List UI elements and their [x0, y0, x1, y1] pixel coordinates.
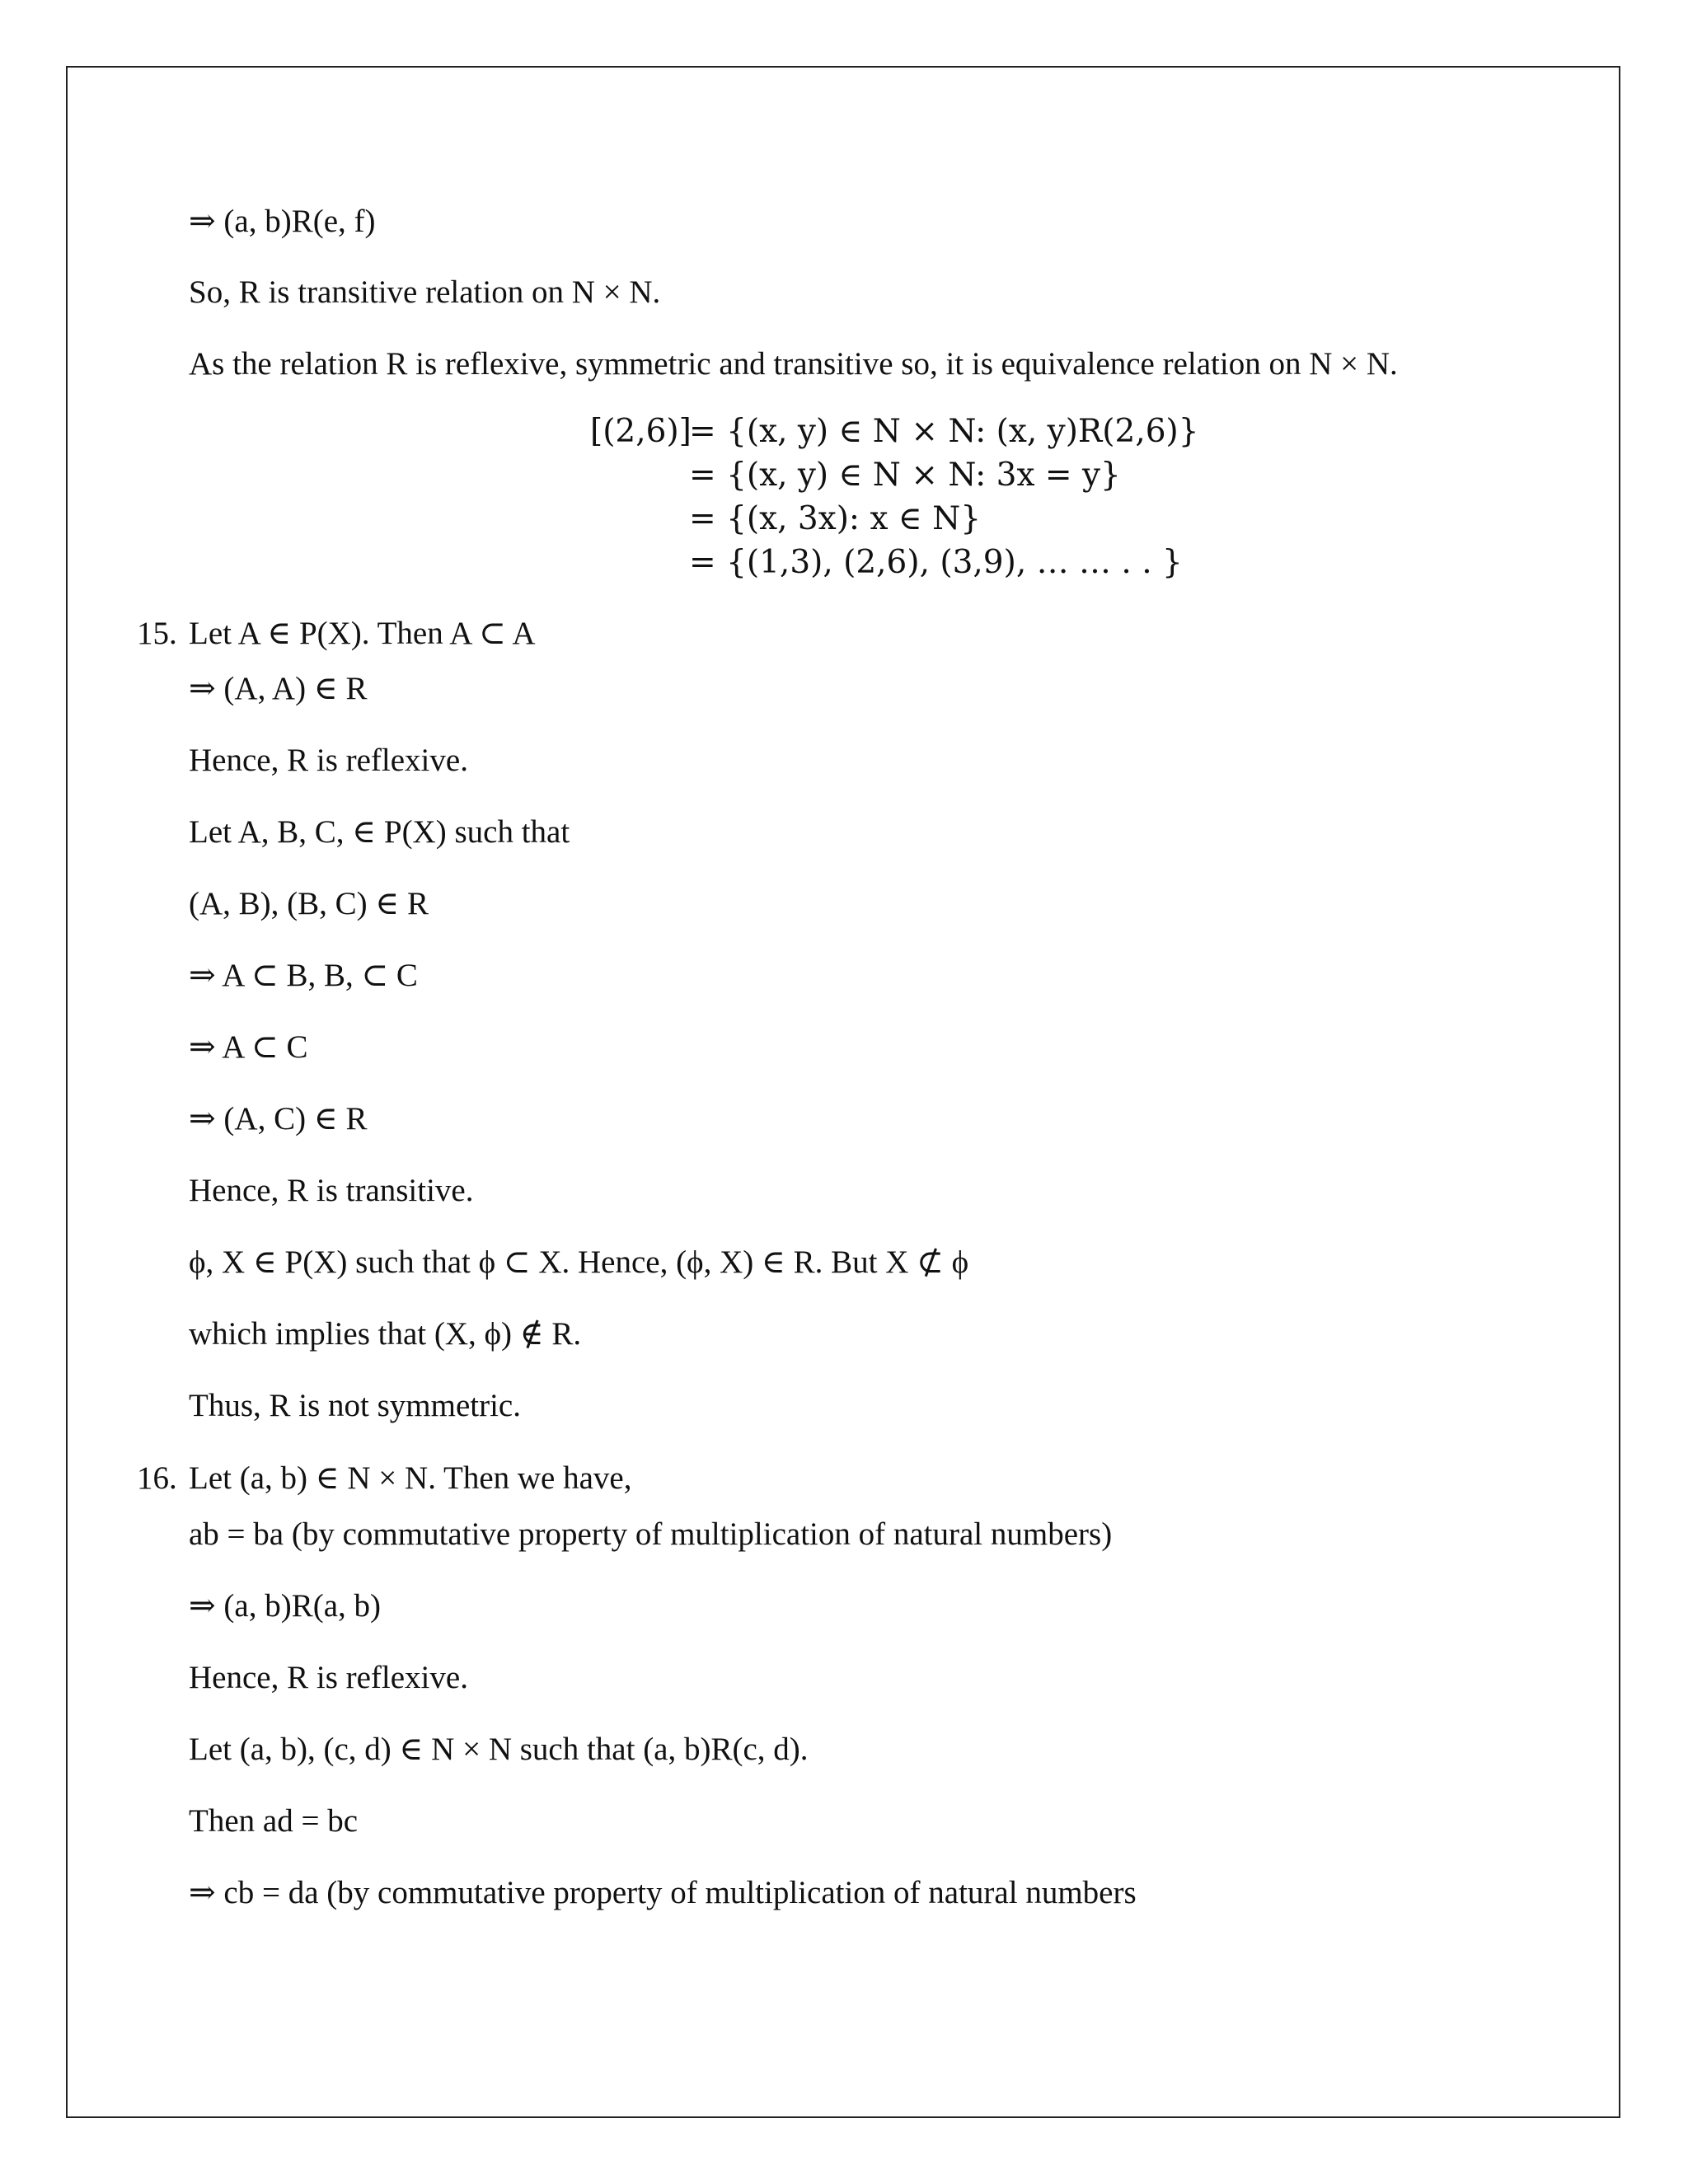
text-line: ab = ba (by commutative property of multiplication of natural numbers): [189, 1516, 1113, 1552]
equation-row: = {(1,3), (2,6), (3,9), … … . . }: [689, 544, 1183, 581]
text-line: (A, B), (B, C) ∈ R: [189, 886, 429, 921]
text-line: ⇒ cb = da (by commutative property of multiplication of natural numbers: [189, 1875, 1137, 1910]
text-line: Let (a, b), (c, d) ∈ N × N such that (a, b)R(c, d).: [189, 1732, 809, 1767]
equation-row: = {(x, y) ∈ N × N: (x, y)R(2,6)}: [689, 413, 1199, 450]
text-line: So, R is transitive relation on N × N.: [189, 274, 661, 310]
text-line: Let (a, b) ∈ N × N. Then we have,: [189, 1460, 632, 1496]
text-line: Let A ∈ P(X). Then A ⊂ A: [189, 616, 536, 651]
text-line: ⇒ (a, b)R(e, f): [189, 204, 376, 239]
text-line: ⇒ (A, A) ∈ R: [189, 671, 368, 706]
equation-row: = {(x, y) ∈ N × N: 3x = y}: [689, 457, 1121, 494]
text-line: ⇒ (A, C) ∈ R: [189, 1101, 368, 1137]
text-line: ⇒ A ⊂ B, B, ⊂ C: [189, 958, 418, 993]
text-line: Hence, R is reflexive.: [189, 743, 468, 778]
text-line: which implies that (X, ϕ) ∉ R.: [189, 1316, 582, 1352]
text-line: Let A, B, C, ∈ P(X) such that: [189, 814, 570, 850]
text-line: Hence, R is transitive.: [189, 1173, 474, 1208]
question-number: 16.: [137, 1460, 177, 1496]
text-line: Then ad = bc: [189, 1803, 358, 1839]
equation-lhs: [(2,6)]: [590, 413, 692, 450]
text-line: ⇒ A ⊂ C: [189, 1029, 308, 1065]
question-number: 15.: [137, 616, 177, 651]
equation-row: = {(x, 3x): x ∈ N}: [689, 500, 982, 537]
text-line: ϕ, X ∈ P(X) such that ϕ ⊂ X. Hence, (ϕ, X) ∈ R. But X ⊄ ϕ: [189, 1244, 969, 1280]
text-line: As the relation R is reflexive, symmetric and transitive so, it is equivalence relation on N × N.: [189, 346, 1398, 382]
text-line: Thus, R is not symmetric.: [189, 1388, 521, 1423]
text-line: ⇒ (a, b)R(a, b): [189, 1588, 382, 1624]
text-line: Hence, R is reflexive.: [189, 1660, 468, 1695]
